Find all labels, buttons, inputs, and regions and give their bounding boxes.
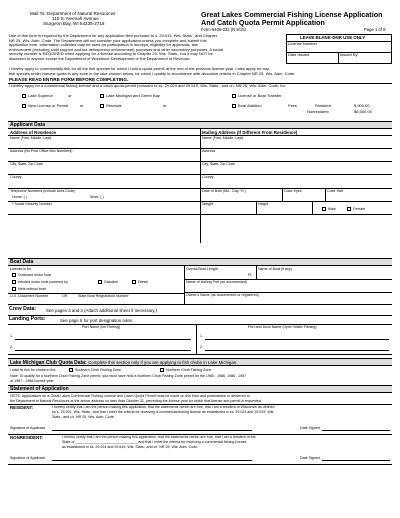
office-use-header: LEAVE BLANK-DNR USE ONLY <box>300 35 366 40</box>
male-checkbox[interactable] <box>322 207 326 211</box>
mailing-header: Mailing Address (If Different From Residence) <box>202 130 298 135</box>
owner-name-field[interactable]: Owner's Name (as documented or registered) <box>186 293 259 297</box>
chub-wish-label: I wish to fish for chubs in the: <box>10 368 57 372</box>
ice-port-2-label: 2. <box>10 345 13 349</box>
ssn-field[interactable]: * Social Security Number <box>12 202 52 206</box>
resident-fee-label: Resident <box>315 103 331 108</box>
resident-date-input[interactable] <box>322 430 390 431</box>
lake-michigan-label: Lake Michigan and Green Bay <box>106 93 160 98</box>
lake-michigan-note: Complete this section only if you are applying to fish chubs in Lake Michigan. <box>88 360 238 365</box>
mail-to-line3: Sturgeon Bay, WI 54235-2718 <box>43 21 105 26</box>
issued-by-label: Issued By <box>340 52 358 57</box>
nonresident-signature-input[interactable] <box>52 460 252 461</box>
ice-port-1-label: 1. <box>10 334 13 338</box>
hailing-port-field[interactable]: Name of Hailing Port (as documented) <box>186 280 248 284</box>
diesel-checkbox[interactable] <box>132 280 136 284</box>
water-port-2-label: 2. <box>200 345 203 349</box>
female-label: Female <box>353 207 365 211</box>
telephone-label: Telephone Numbers (Include Area Code) <box>10 189 76 193</box>
outboard-label: Outboard motor boat <box>18 273 52 277</box>
intro-line: application form. Information collected may be used for participation in surveys, eligibility for approvals, law <box>9 42 198 48</box>
male-label: Male <box>328 207 336 211</box>
applicant-data-header <box>8 121 392 129</box>
new-license-checkbox[interactable] <box>22 104 26 108</box>
southern-zone-label: Southern Chub Fishing Zone <box>75 368 121 372</box>
or-label: OR <box>62 294 68 298</box>
residence-name-field[interactable]: Name (First, Middle, Last) <box>10 136 52 140</box>
form-title-line1: Great Lakes Commercial Fishing License Application <box>201 10 383 19</box>
section-title <box>10 360 237 367</box>
water-port-1-input[interactable] <box>205 339 389 340</box>
mail-to-line1: Mail To: Department of Natural Resources <box>30 11 116 16</box>
mail-to-line2: 110 S. Neenah Avenue <box>52 16 99 21</box>
section-title: Applicant Data <box>10 122 46 128</box>
lake-michigan-title: Lake Michigan Club Quota Data: <box>10 360 87 366</box>
inboard-label: Inboard motor boat powered by <box>18 280 68 284</box>
apply-line: I hereby apply for a commercial fishing license and a catch quota permit pursuant to ss. 29.024 and 29.519, Wis. Stats., and ch. NR 25, Wis. Adm. Code, for: <box>9 83 287 88</box>
gasoline-label: Gasoline <box>104 280 119 284</box>
form-title-line2: And Catch Quota Permit Application <box>201 18 325 27</box>
mailing-county-field[interactable]: County <box>202 175 214 179</box>
height-field[interactable]: Height <box>258 202 269 206</box>
statement-note-line2: the Department of Natural Resources at the above address no later than October 31, preceding the license year for which that license and permit is requested. <box>10 399 262 403</box>
female-checkbox[interactable] <box>347 207 351 211</box>
or-label: or <box>80 103 84 108</box>
mailing-address-field[interactable]: Address <box>202 149 216 153</box>
hair-color-field[interactable]: Color Hair <box>327 189 344 193</box>
residence-city-field[interactable]: City, State, Zip Code <box>10 162 43 166</box>
mailing-name-field[interactable]: Name (First, Middle, Last) <box>202 136 244 140</box>
lake-michigan-checkbox[interactable] <box>100 94 104 98</box>
nonresident-text-line2: State of _______________________________ and that I meet the criteria for receiving a commercial fishing license <box>62 440 247 444</box>
state-registration-field[interactable]: State Boat Registration Number <box>78 294 129 298</box>
fees-label: Fees <box>288 103 297 108</box>
nonresident-fee-label: Nonresident <box>307 109 329 114</box>
lake-superior-checkbox[interactable] <box>22 94 26 98</box>
resident-signature-input[interactable] <box>52 430 252 431</box>
dob-field[interactable]: Date of Birth (Mo., Day, Yr.) <box>202 189 246 193</box>
form-number: Form 9400-022 (R 8/15) <box>201 27 246 32</box>
boat-addition-label: Boat Addition <box>238 103 262 108</box>
section-title: Boat Data <box>10 259 34 265</box>
license-transfer-label: License or Boat Transfer <box>238 93 282 98</box>
ice-fishing-header: Port Name (Ice Fishing) <box>82 325 120 329</box>
southern-zone-checkbox[interactable] <box>69 368 73 372</box>
residence-county-field[interactable]: County <box>10 175 22 179</box>
outboard-checkbox[interactable] <box>12 273 16 277</box>
license-transfer-checkbox[interactable] <box>232 94 236 98</box>
license-for-label: License is for <box>10 267 32 271</box>
northern-zone-checkbox[interactable] <box>160 368 164 372</box>
nonresident-text-line3: as established in ss. 29.024 and 29.519, Wis. Stats., and ch. NR 25, Wis. Adm. Code. <box>62 445 199 449</box>
statement-header <box>8 385 392 393</box>
or-label: or <box>68 93 72 98</box>
northern-zone-label: Northern Chub Fishing Zone <box>166 368 212 372</box>
chub-note-line1: Note: To qualify for a Northern Chub Fishing Zone permit, you must have held a Northern Chub Fishing Zone permit for the 1985 - 1986, 1986 - 1987 <box>10 374 247 378</box>
work-phone-field[interactable]: Work: ( ) <box>90 195 104 199</box>
nonresident-label: NONRESIDENT: <box>10 435 43 440</box>
resident-label: RESIDENT: <box>10 405 34 410</box>
section-title: Statement of Application <box>10 386 69 392</box>
resident-text-line1: I hereby certify that I am the person making this application; that the statements herein are true, that I am a resident of Wisconsin as defined <box>52 405 275 409</box>
lake-michigan-header <box>8 358 392 366</box>
water-port-1-label: 1. <box>200 334 203 338</box>
or-label: or <box>163 103 167 108</box>
resident-text-line2: by s. 29.001, Wis. Stats., and that I meet the criteria for receiving a commercial fishing license as established in ss. 29.024 and 29.519, Wis. <box>52 410 275 414</box>
intro-line: enforcement (including child support and tax delinquency enforcement) purposes and other secondary purposes. A social <box>9 46 224 52</box>
landing-ports-title: Landing Ports: <box>9 316 46 322</box>
page-number: Page 1 of 6 <box>364 27 386 32</box>
read-entire-notice: PLEASE READ ENTIRE FORM BEFORE COMPLETING. <box>9 77 129 82</box>
boat-name-field[interactable]: Name of Boat (if any) <box>258 267 292 271</box>
intro-line: Use of this form is required by the Department for any application filed pursuant to s. 29.519, Wis. Stats., and Chapter <box>9 33 218 38</box>
new-license-label: New License or Permit <box>28 103 69 108</box>
nonresident-text-line1: I hereby certify that I am the person making this application; that the statements herein are true, that I am a resident of the <box>62 435 256 439</box>
feet-unit: Ft. <box>248 273 253 277</box>
ice-port-1-input[interactable] <box>15 339 191 340</box>
understand-line: I hereby apply to commercially fish for all the fish species for which I hold a quota permit at the end of the previous license year. I also apply for any <box>9 66 269 71</box>
boat-length-field[interactable]: Overall Boat Length <box>186 267 218 271</box>
inboard-checkbox[interactable] <box>12 280 16 284</box>
crew-data-note: See pages 3 and 4 (Attach additional sheet if necessary.) <box>46 307 157 313</box>
nets-without-boat-label: Nets without boat <box>18 287 46 291</box>
landing-ports-note: See page 5 for port designation rules. <box>60 317 134 323</box>
intro-paragraph <box>9 34 284 62</box>
nonresident-date-label: Date Signed <box>300 456 320 460</box>
statement-note-line1: NOTE: Applications for a Great Lakes Commercial Fishing License and Catch Quota Permit must be made on this form and postmarked or delivered to <box>10 394 250 398</box>
resident-text-line3: Stats., and ch. NR 25, Wis. Adm. Code. <box>52 415 115 419</box>
mailing-city-field[interactable]: City, State, Zip Code <box>202 162 235 166</box>
open-water-header: Port and Dock Name (Open Water Fishing) <box>248 325 317 329</box>
boat-addition-checkbox[interactable] <box>232 104 236 108</box>
ice-port-2-input[interactable] <box>15 350 191 351</box>
resident-date-label: Date Signed <box>300 426 320 430</box>
resident-fee-value: $ 900.00 <box>354 103 370 108</box>
intro-line: security number is REQUIRED when applying for a license according to Chapter 29, Wis. Stats., but it may NOT be <box>9 51 213 57</box>
boat-data-header <box>8 258 392 266</box>
home-phone-field[interactable]: Home: ( ) <box>12 195 27 199</box>
intro-line: disclosed to anyone except the Department of Workforce Development or the Department of Revenue. <box>9 55 191 61</box>
residence-address-field[interactable]: Address (No Post Office Box Numbers) <box>10 149 73 153</box>
renewal-checkbox[interactable] <box>100 104 104 108</box>
intro-line: NR 25, Wis. Adm. Code. The Department will not consider your application unless you complete and submit this <box>9 37 207 43</box>
water-port-2-input[interactable] <box>205 350 389 351</box>
renewal-label: Renewal <box>106 103 122 108</box>
resident-signature-label: Signature of Applicant <box>10 426 45 430</box>
diesel-label: Diesel <box>138 280 148 284</box>
weight-field[interactable]: Weight <box>202 202 214 206</box>
understand-line: fish species under harvest quota in any zone in the lake chosen below, for which I qualify in accordance with allocation criteria in Chapter NR 25, Wis. Adm. Code. <box>9 71 296 76</box>
uscg-number-field[interactable]: U.S. Document Number <box>10 294 49 298</box>
nonresident-fee-value: $6,500.00 <box>354 109 372 114</box>
nets-without-boat-checkbox[interactable] <box>12 287 16 291</box>
eye-color-field[interactable]: Color Eyes <box>284 189 302 193</box>
chub-note-line2: or 1987 - 1988 license year. <box>10 379 55 383</box>
crew-data-title: Crew Data: <box>9 306 37 312</box>
license-number-label: License Number <box>288 41 318 46</box>
gasoline-checkbox[interactable] <box>98 280 102 284</box>
nonresident-date-input[interactable] <box>322 460 390 461</box>
residence-header: Address of Residence <box>10 130 57 135</box>
date-issued-label: Date Issued <box>288 52 310 57</box>
lake-superior-label: Lake Superior <box>28 93 53 98</box>
nonresident-signature-label: Signature of Applicant <box>10 456 45 460</box>
